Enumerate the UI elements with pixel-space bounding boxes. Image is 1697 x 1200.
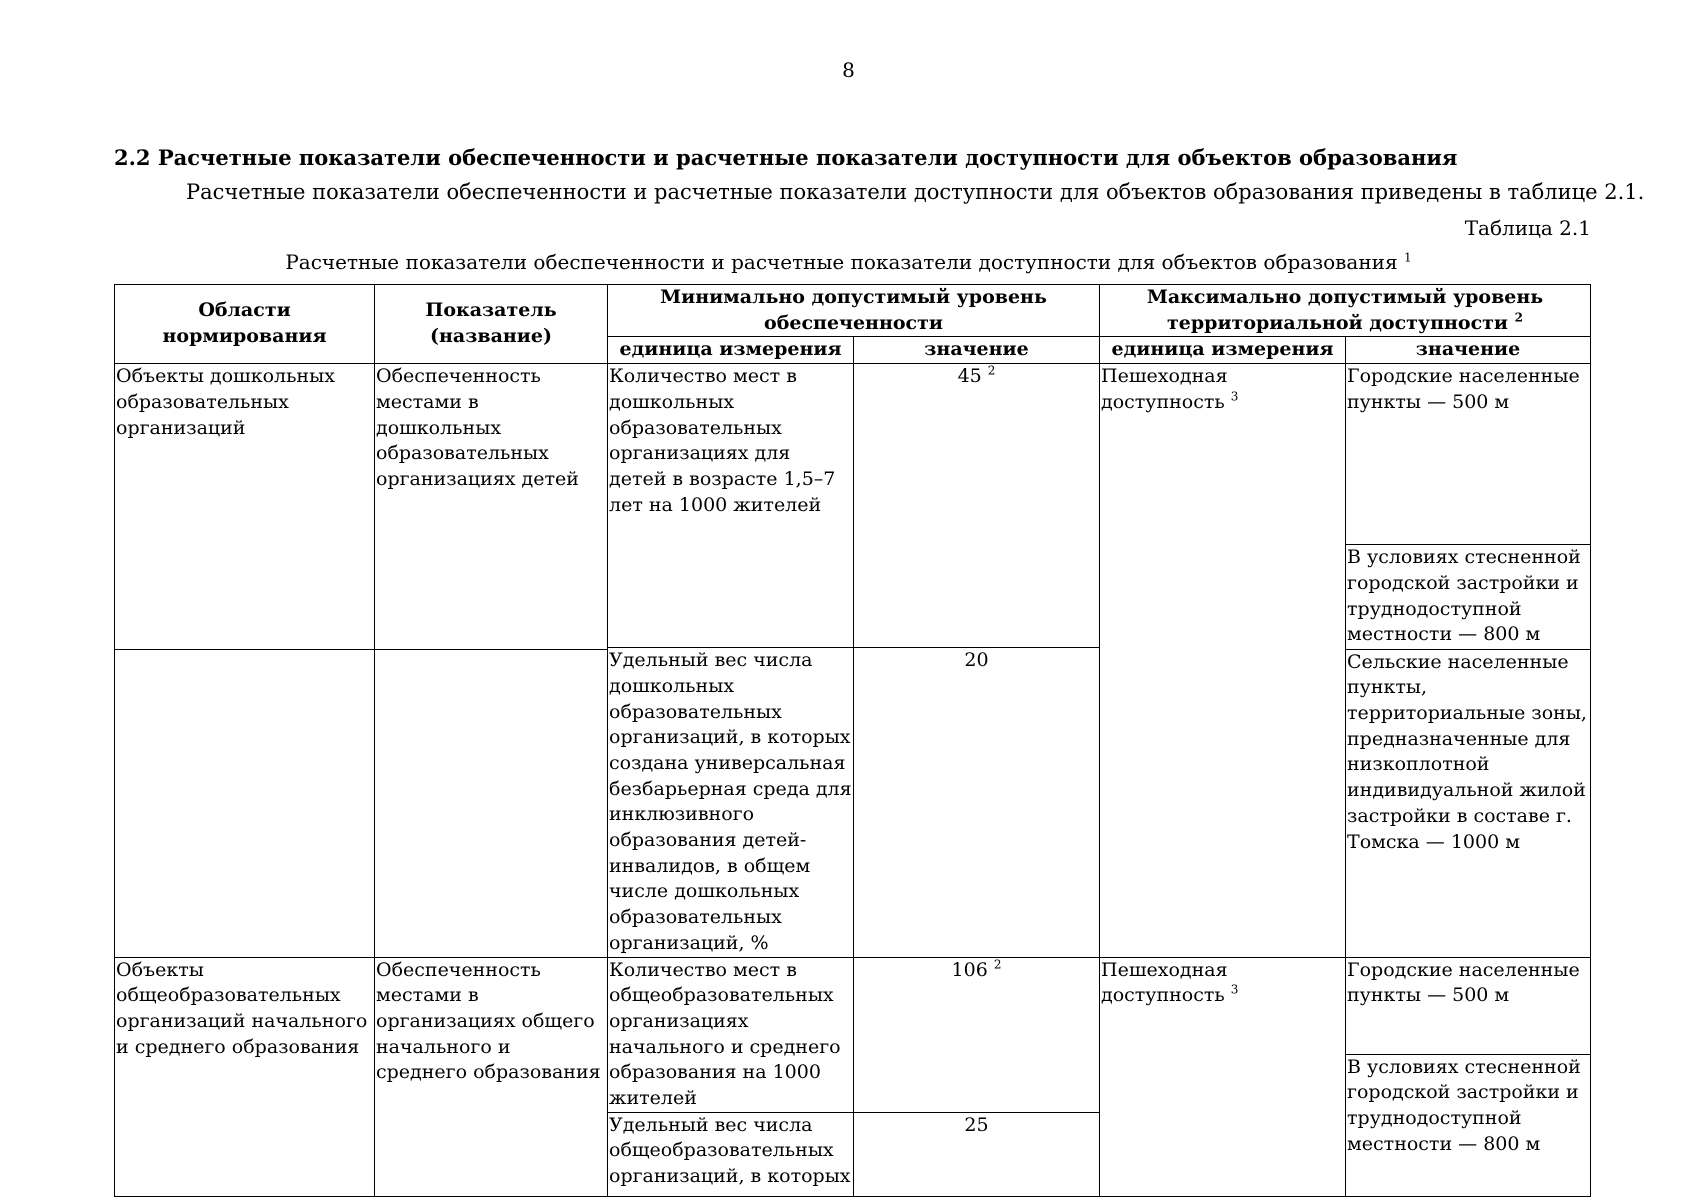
min-value: 45 bbox=[957, 365, 982, 388]
max-unit: Пешеходная доступность bbox=[1101, 365, 1228, 413]
header-indicator: Показатель (название) bbox=[375, 285, 608, 364]
header-value-2: значение bbox=[1346, 337, 1591, 364]
min-unit-cell: Количество мест в общеобразовательных организациях начального и среднего образования на 1000 жителей bbox=[608, 957, 854, 1112]
footnote-ref: 2 bbox=[993, 957, 1002, 972]
max-value-cell: В условиях стесненной городской застройки и труднодоступной местности — 800 м bbox=[1346, 1054, 1591, 1196]
table-caption-text: Расчетные показатели обеспеченности и расчетные показатели доступности для объектов образования bbox=[285, 250, 1398, 274]
min-unit-cell: Количество мест в дошкольных образовательных организациях для детей в возрасте 1,5–7 лет на 1000 жителей bbox=[608, 364, 854, 648]
max-value-cell: Городские населенные пункты — 500 м bbox=[1346, 364, 1591, 545]
footnote-ref: 2 bbox=[1514, 310, 1523, 325]
header-max-level bbox=[1100, 285, 1591, 337]
max-value-cell: В условиях стесненной городской застройки и труднодоступной местности — 800 м bbox=[1346, 545, 1591, 649]
min-unit-cell: Удельный вес числа общеобразовательных организаций, в которых bbox=[608, 1112, 854, 1196]
indicator-cell-continued bbox=[375, 649, 608, 957]
table-caption bbox=[0, 250, 1697, 274]
header-min-level: Минимально допустимый уровень обеспеченности bbox=[608, 285, 1100, 337]
max-unit-cell bbox=[1100, 957, 1346, 1196]
header-max-level-text: Максимально допустимый уровень территориальной доступности bbox=[1146, 286, 1544, 334]
header-unit-2: единица измерения bbox=[1100, 337, 1346, 364]
min-unit-cell: Удельный вес числа дошкольных образовательных организаций, в которых создана универсальная безбарьерная среда для инклюзивного образования детей-инвалидов, в общем числе дошкольных образовательных организаций, % bbox=[608, 648, 854, 957]
footnote-ref: 1 bbox=[1404, 250, 1412, 265]
max-value-cell: Городские населенные пункты — 500 м bbox=[1346, 957, 1591, 1054]
table-label: Таблица 2.1 bbox=[1464, 216, 1591, 240]
area-cell-continued bbox=[115, 649, 375, 957]
header-area: Области нормирования bbox=[115, 285, 375, 364]
max-value-cell: Сельские населенные пункты, территориальные зоны, предназначенные для низкоплотной индивидуальной жилой застройки в составе г. Томска — 1000 м bbox=[1346, 649, 1591, 957]
footnote-ref: 3 bbox=[1230, 982, 1239, 997]
header-unit: единица измерения bbox=[608, 337, 854, 364]
footnote-ref: 2 bbox=[987, 363, 996, 378]
norms-table bbox=[114, 284, 1591, 1197]
min-value-cell: 25 bbox=[854, 1112, 1100, 1196]
table-row bbox=[115, 957, 1591, 1054]
min-value-cell: 20 bbox=[854, 648, 1100, 957]
area-cell: Объекты общеобразовательных организаций начального и среднего образования bbox=[115, 957, 375, 1196]
max-unit-cell bbox=[1100, 364, 1346, 957]
header-row bbox=[115, 285, 1591, 337]
header-value: значение bbox=[854, 337, 1100, 364]
max-unit: Пешеходная доступность bbox=[1101, 958, 1228, 1007]
table-row bbox=[115, 364, 1591, 545]
indicator-cell: Обеспеченность местами в дошкольных образовательных организациях детей bbox=[375, 364, 608, 649]
min-value-cell bbox=[854, 957, 1100, 1112]
min-value: 106 bbox=[951, 958, 988, 981]
min-value-cell bbox=[854, 364, 1100, 648]
indicator-cell: Обеспеченность местами в организациях общего начального и среднего образования bbox=[375, 957, 608, 1196]
intro-paragraph: Расчетные показатели обеспеченности и расчетные показатели доступности для объектов образования приведены в таблице 2.1. bbox=[186, 180, 1645, 204]
area-cell: Объекты дошкольных образовательных организаций bbox=[115, 364, 375, 649]
footnote-ref: 3 bbox=[1230, 389, 1239, 404]
section-heading: 2.2 Расчетные показатели обеспеченности и расчетные показатели доступности для объектов образования bbox=[114, 145, 1458, 170]
page-number: 8 bbox=[842, 58, 855, 82]
